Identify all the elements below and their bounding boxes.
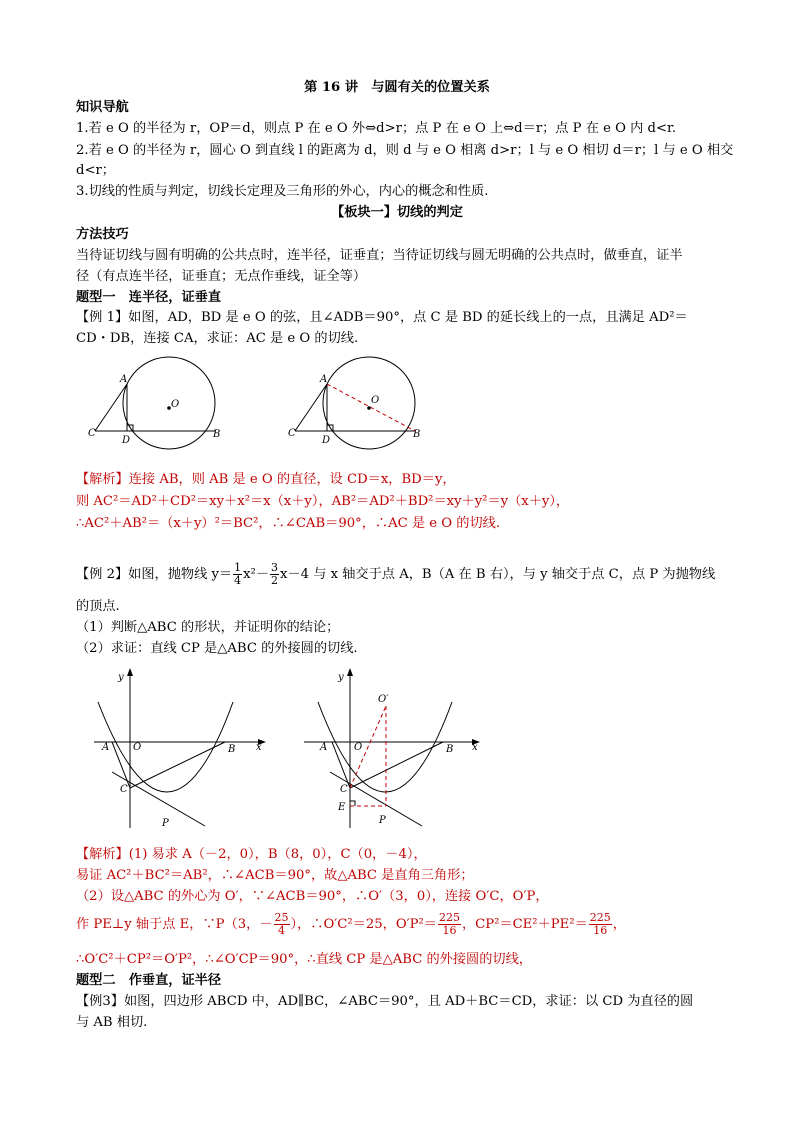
label-a: A <box>102 742 110 753</box>
solution2-line-5: ∴O′C²＋CP²＝O′P²，∴∠O′CP＝90°，∴直线 CP 是△ABC 的外接圆的切线， <box>76 952 532 967</box>
example2-mid: x²－ <box>243 567 270 582</box>
label-x: x <box>256 742 262 753</box>
label-b: B <box>446 744 454 755</box>
method-heading: 方法技巧 <box>76 227 129 242</box>
fraction-3-2: $\frac{3}{2}$ <box>271 561 279 587</box>
label-c: C <box>88 428 96 439</box>
dashed-ab <box>327 384 415 431</box>
example2-figure-left <box>90 668 270 833</box>
method-line-1: 当待证切线与圆有明确的公共点时，连半径，证垂直；当待证切线与圆无明确的公共点时，做垂直，证半 <box>76 248 683 263</box>
method-line-2: 径（有点连半径，证垂直；无点作垂线，证全等） <box>76 269 367 284</box>
label-o: O <box>371 395 380 406</box>
label-o: O <box>133 742 142 753</box>
label-o: O <box>354 742 363 753</box>
example2-question-2: （2）求证：直线 CP 是△ABC 的外接圆的切线. <box>76 641 358 656</box>
fraction-25-4: $\frac{25}{4}$ <box>274 911 289 937</box>
example1-line-1: 【例 1】如图，AD，BD 是 e O 的弦，且∠ADB＝90°，点 C 是 BD 的延长线上的一点，且满足 AD²＝ <box>76 310 688 325</box>
knowledge-line-2b: d<r； <box>76 163 115 178</box>
solution2-line-3: （2）设△ABC 的外心为 O′，∵∠ACB＝90°，∴O′（3，0），连接 O′C，O′P， <box>76 889 549 904</box>
example2-figure-right <box>300 668 485 833</box>
segment-cb <box>350 742 443 788</box>
solution2-line-1: 【解析】(1) 易求 A（－2，0），B（8，0），C（0，－4）， <box>76 847 427 862</box>
solution1-line-2: 则 AC²＝AD²＋CD²＝xy＋x²＝x（x＋y），AB²＝AD²＋BD²＝xy＋y²＝y（x＋y）， <box>76 494 570 509</box>
example2-suffix: x－4 与 x 轴交于点 A，B（A 在 B 右），与 y 轴交于点 C，点 P 为抛物线 <box>280 567 716 582</box>
label-a: A <box>120 374 128 385</box>
solution2-line-4 <box>76 912 626 937</box>
solution2-line-2: 易证 AC²＋BC²＝AB²，∴∠ACB＝90°，故△ABC 是直角三角形； <box>76 868 474 883</box>
label-b: B <box>213 429 221 440</box>
fraction-225-16-a: $\frac{225}{16}$ <box>438 911 460 937</box>
type2-heading: 题型二 作垂直，证半径 <box>76 973 222 988</box>
label-x: x <box>472 742 478 753</box>
label-b: B <box>228 744 236 755</box>
example3-line-1: 【例3】如图，四边形 ABCD 中，AD∥BC，∠ABC＝90°，且 AD＋BC＝CD，求证：以 CD 为直径的圆 <box>76 994 694 1009</box>
knowledge-heading: 知识导航 <box>76 100 129 115</box>
example2-line-1 <box>76 562 715 587</box>
line-cp <box>330 772 422 826</box>
center-dot <box>367 406 371 410</box>
example1-figure-right <box>285 355 430 445</box>
example2-prefix: 【例 2】如图，抛物线 y＝ <box>76 567 233 582</box>
solution1-line-3: ∴AC²＋AB²＝（x＋y）²＝BC²，∴∠CAB＝90°，∴AC 是 e O 的切线. <box>76 516 501 531</box>
example3-line-2: 与 AB 相切. <box>76 1015 148 1030</box>
example2-line-2: 的顶点. <box>76 599 120 614</box>
label-o-prime: O′ <box>378 694 389 705</box>
module1-heading: 【板块一】切线的判定 <box>331 205 463 220</box>
knowledge-line-1: 1.若 e O 的半径为 r，OP＝d，则点 P 在 e O 外⇔d>r；点 P 在 e O 上⇔d＝r；点 P 在 e O 内 d<r. <box>76 121 677 136</box>
label-p: P <box>379 815 386 826</box>
segment-ac <box>332 742 350 788</box>
example1-figure-left <box>85 355 230 445</box>
circle-o <box>123 357 215 449</box>
knowledge-line-3: 3.切线的性质与判定，切线长定理及三角形的外心，内心的概念和性质. <box>76 184 489 199</box>
page-title: 第 16 讲 与圆有关的位置关系 <box>304 80 490 95</box>
label-c: C <box>340 784 348 795</box>
y-axis-arrow <box>127 668 133 676</box>
fraction-1-4: $\frac{1}{4}$ <box>234 561 242 587</box>
y-axis-arrow <box>347 668 353 676</box>
label-c: C <box>288 428 296 439</box>
example1-line-2: CD・DB，连接 CA，求证：AC 是 e O 的切线. <box>76 331 359 346</box>
label-d: D <box>122 435 131 446</box>
knowledge-line-2: 2.若 e O 的半径为 r，圆心 O 到直线 l 的距离为 d，则 d 与 e O 相离 d>r；l 与 e O 相切 d＝r；l 与 e O 相交 <box>76 143 734 158</box>
type1-heading: 题型一 连半径，证垂直 <box>76 290 222 305</box>
segment-ca <box>95 384 127 431</box>
fraction-225-16-b: $\frac{225}{16}$ <box>589 911 611 937</box>
label-c: C <box>120 784 128 795</box>
segment-cb <box>130 742 225 788</box>
label-a: A <box>320 374 328 385</box>
label-a: A <box>320 742 328 753</box>
solution1-line-1: 【解析】连接 AB，则 AB 是 e O 的直径，设 CD＝x，BD＝y， <box>76 472 456 487</box>
solution2-line-4-mid2: ，CP²＝CE²＋PE²＝ <box>461 917 588 932</box>
solution2-line-4-prefix: 作 PE⊥y 轴于点 E，∵P（3，－ <box>76 917 273 932</box>
label-o: O <box>171 399 180 410</box>
label-y: y <box>338 672 344 683</box>
segment-ca <box>295 384 327 431</box>
label-p: P <box>162 818 169 829</box>
label-d: D <box>322 435 331 446</box>
label-b: B <box>413 429 421 440</box>
right-angle-mark <box>350 801 355 806</box>
parabola <box>98 702 236 792</box>
circle-o <box>323 357 415 449</box>
example2-question-1: （1）判断△ABC 的形状，并证明你的结论； <box>76 620 340 635</box>
solution2-line-4-mid: ），∴O′C²＝25，O′P²＝ <box>290 917 437 932</box>
label-e: E <box>338 802 346 813</box>
label-y: y <box>118 672 124 683</box>
solution2-line-4-suffix: ， <box>612 917 626 932</box>
